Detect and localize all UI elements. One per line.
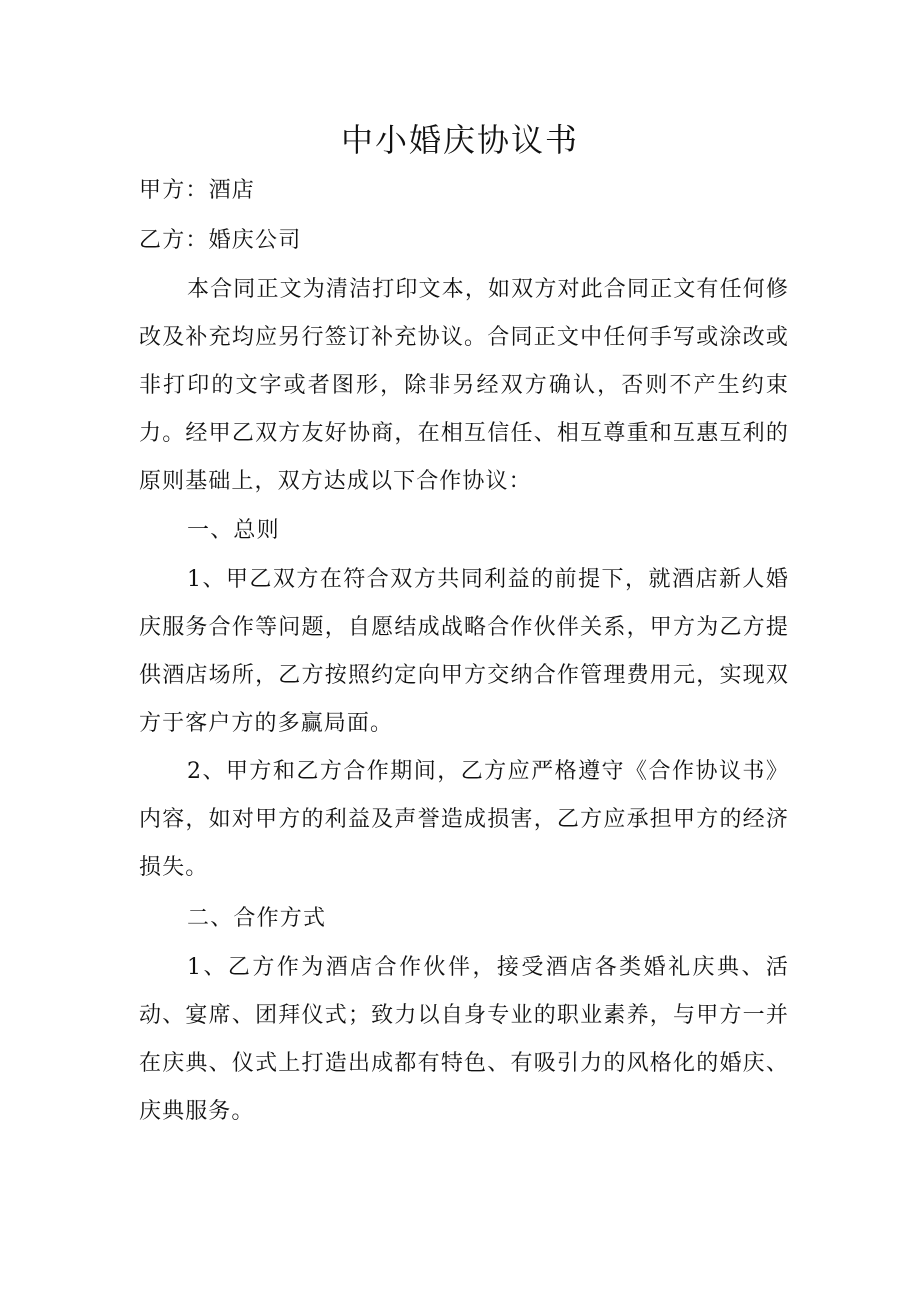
- section-2-clause-1: 1、乙方作为酒店合作伙伴，接受酒店各类婚礼庆典、活动、宴席、团拜仪式；致力以自身专业的职业素养，与甲方一并在庆典、仪式上打造出成都有特色、有吸引力的风格化的婚庆、庆典服务。: [139, 955, 789, 1124]
- party-a: 甲方：酒店: [139, 178, 256, 203]
- section-1-clause-1: 1、甲乙双方在符合双方共同利益的前提下，就酒店新人婚庆服务合作等问题，自愿结成战略合作伙伴关系，甲方为乙方提供酒店场所，乙方按照约定向甲方交纳合作管理费用元，实现双方于客户方的多赢局面。: [139, 567, 789, 736]
- section-2-heading: 二、合作方式: [187, 906, 327, 931]
- intro-paragraph: 本合同正文为清洁打印文本，如双方对此合同正文有任何修改及补充均应另行签订补充协议。合同正文中任何手写或涂改或非打印的文字或者图形，除非另经双方确认，否则不产生约束力。经甲乙双方友好协商，在相互信任、相互尊重和互惠互利的原则基础上，双方达成以下合作协议：: [139, 277, 789, 494]
- document-title: 中小婚庆协议书: [340, 121, 579, 159]
- party-b: 乙方：婚庆公司: [139, 228, 302, 253]
- section-1-heading: 一、总则: [187, 518, 280, 543]
- section-1-clause-2: 2、甲方和乙方合作期间，乙方应严格遵守《合作协议书》内容，如对甲方的利益及声誉造成损害，乙方应承担甲方的经济损失。: [139, 759, 789, 880]
